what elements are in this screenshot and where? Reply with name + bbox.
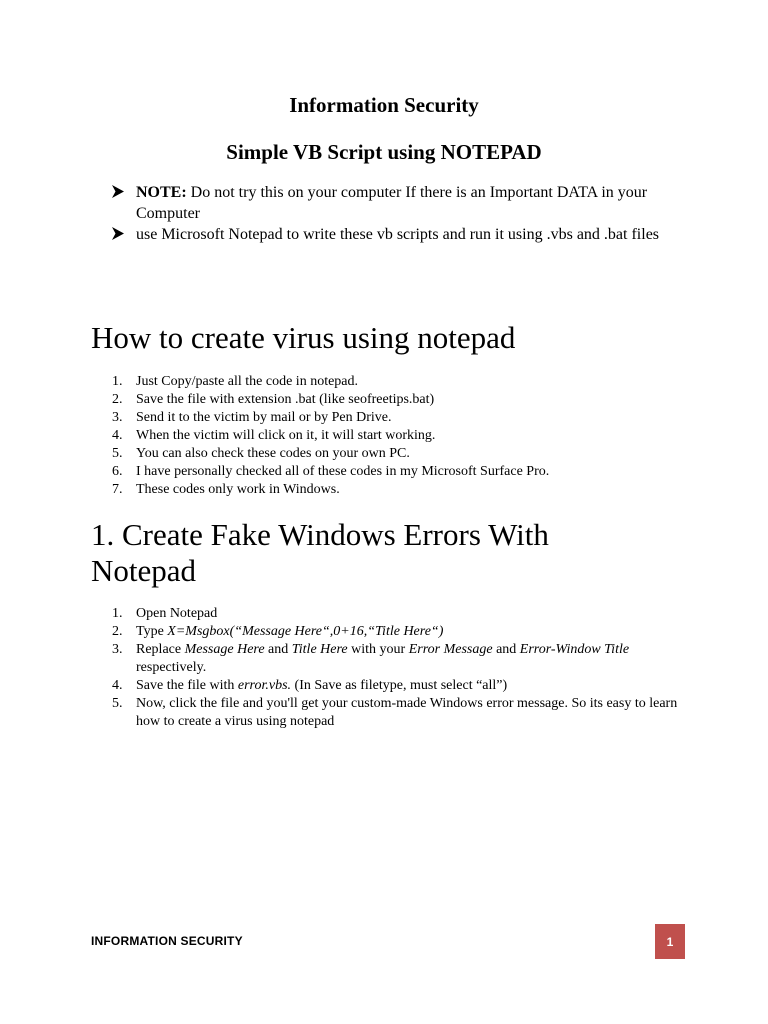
list-number: 1.: [112, 606, 123, 621]
list-text: Type: [136, 624, 168, 639]
list-text: When the victim will click on it, it will start working.: [136, 428, 436, 443]
list-text: Save the file with: [136, 678, 238, 693]
list-number: 2.: [112, 392, 123, 407]
note-text: use Microsoft Notepad to write these vb scripts and run it using .vbs and .bat files: [136, 226, 660, 243]
italic-term: Error Message: [408, 642, 493, 657]
list-text: Save the file with extension .bat (like seofreetips.bat): [136, 392, 435, 407]
list-item: [112, 409, 682, 427]
list-item: [112, 391, 682, 409]
arrow-bullet-icon: [112, 185, 124, 198]
italic-term: error.vbs.: [237, 678, 292, 693]
list-text: respectively.: [136, 660, 207, 675]
list-number: 3.: [112, 642, 123, 657]
list-text: I have personally checked all of these codes in my Microsoft Surface Pro.: [136, 464, 550, 479]
note-text: Do not try this on your computer If there is an Important DATA in your Computer: [136, 184, 648, 222]
list-text: Now, click the file and you'll get your custom-made Windows error message. So its easy to learn how to create a virus using notepad: [136, 696, 678, 729]
list-text: Open Notepad: [136, 606, 218, 621]
list-item: [112, 427, 682, 445]
list-text: Send it to the victim by mail or by Pen Drive.: [136, 410, 392, 425]
note-item: [112, 182, 682, 224]
code-snippet: X=Msgbox(“Message Here“,0+16,“Title Here“): [167, 624, 444, 639]
list-item: [112, 695, 682, 731]
list-item: [112, 605, 682, 623]
note-label: NOTE:: [136, 184, 187, 201]
arrow-bullet-icon: [112, 227, 124, 240]
italic-term: Message Here: [184, 642, 265, 657]
italic-term: Title Here: [291, 642, 348, 657]
list-text: and: [492, 642, 520, 657]
list-text: These codes only work in Windows.: [136, 482, 340, 497]
list-item: [112, 623, 682, 641]
italic-term: Error-Window Title: [519, 642, 630, 657]
section-heading-how-to: How to create virus using notepad: [91, 320, 516, 355]
list-text: with your: [347, 642, 409, 657]
list-text: Replace: [136, 642, 185, 657]
list-text: (In Save as filetype, must select “all”): [291, 678, 508, 693]
document-subtitle: Simple VB Script using NOTEPAD: [226, 140, 542, 164]
list-item: [112, 677, 682, 695]
note-item: [112, 224, 682, 245]
list-number: 2.: [112, 624, 123, 639]
list-number: 4.: [112, 428, 123, 443]
steps-list: [112, 373, 682, 499]
page-number-badge: 1: [655, 924, 685, 959]
list-item: [112, 373, 682, 391]
list-text: You can also check these codes on your own PC.: [136, 446, 410, 461]
list-number: 7.: [112, 482, 123, 497]
list-number: 5.: [112, 696, 123, 711]
list-text: Just Copy/paste all the code in notepad.: [136, 374, 359, 389]
section-heading-fake-errors: 1. Create Fake Windows Errors With Notepad: [91, 517, 549, 588]
list-text: and: [264, 642, 292, 657]
list-number: 1.: [112, 374, 123, 389]
list-item: [112, 445, 682, 463]
list-number: 3.: [112, 410, 123, 425]
list-item: [112, 481, 682, 499]
list-number: 5.: [112, 446, 123, 461]
notes-list: [112, 182, 682, 245]
steps-list: [112, 605, 682, 731]
footer-label: INFORMATION SECURITY: [91, 934, 243, 948]
list-number: 6.: [112, 464, 123, 479]
list-number: 4.: [112, 678, 123, 693]
list-item: [112, 641, 682, 677]
list-item: [112, 463, 682, 481]
document-title: Information Security: [289, 93, 479, 117]
